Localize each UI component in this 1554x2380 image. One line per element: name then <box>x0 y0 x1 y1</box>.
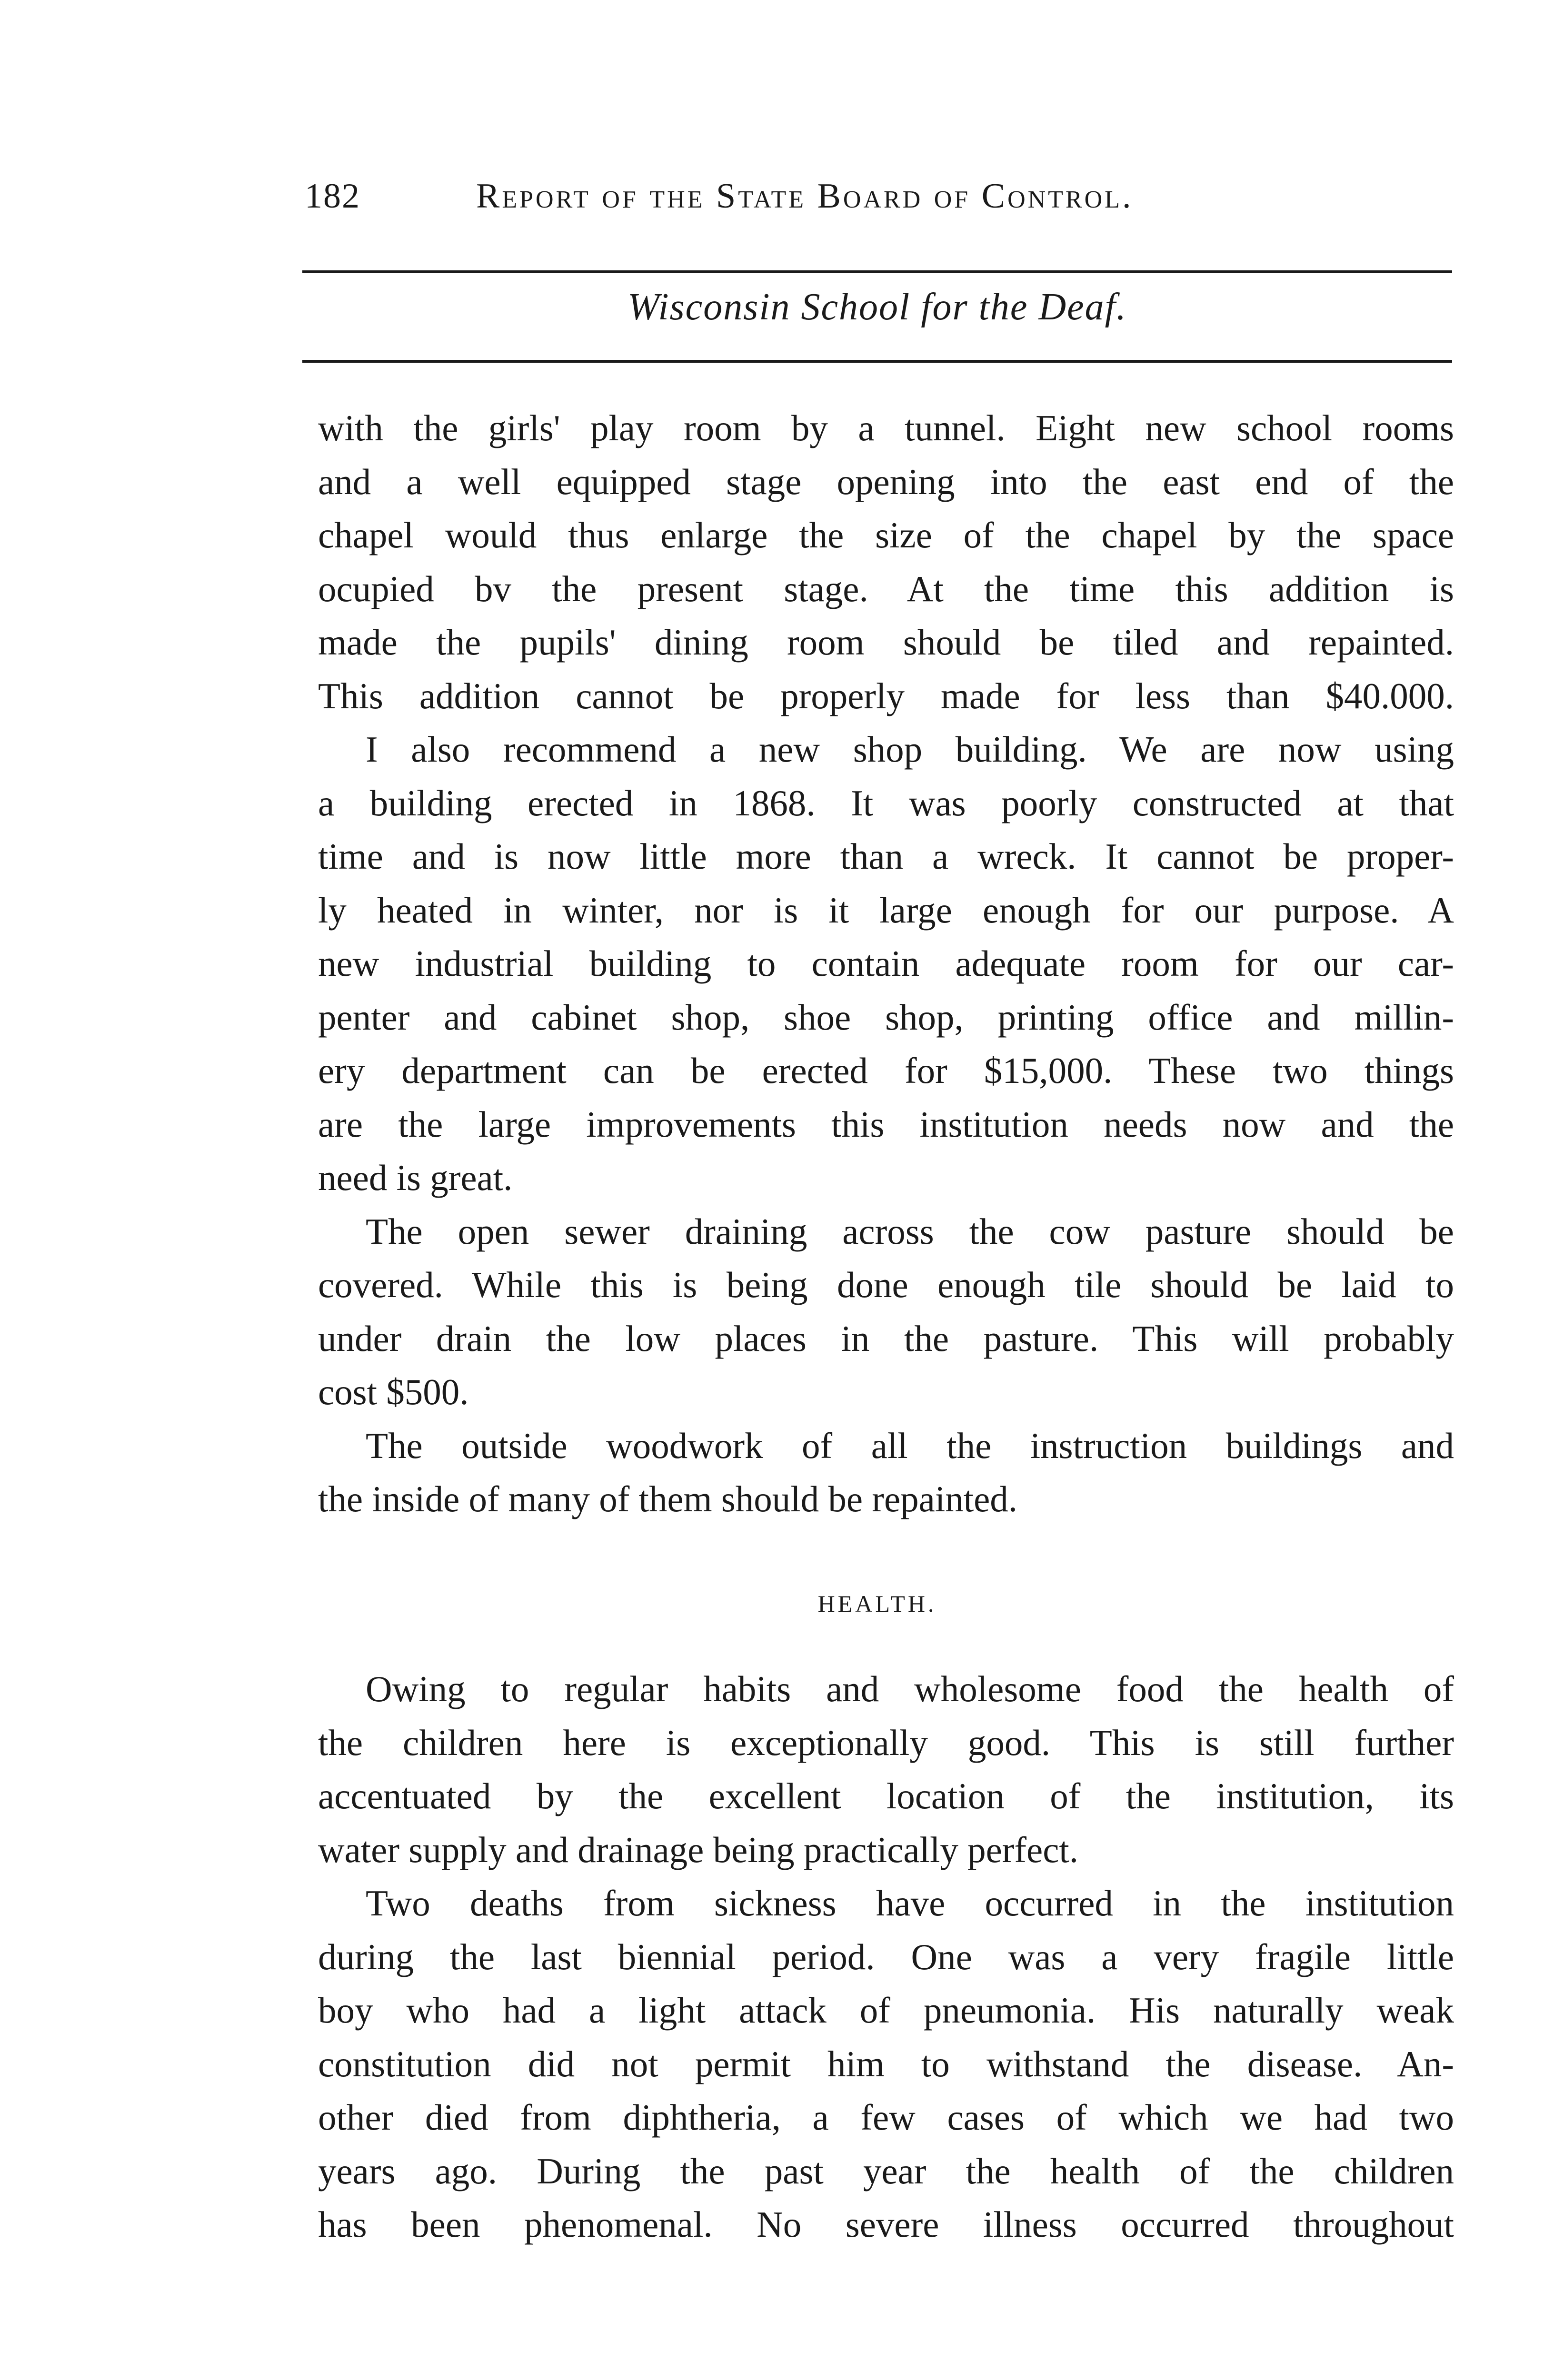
header-rule-top <box>302 270 1452 273</box>
text-line: constitution did not permit him to withstand the disease. An- <box>318 2043 1454 2084</box>
paragraph-health <box>318 1662 1454 1876</box>
text-line: are the large improvements this institution needs now and the <box>318 1103 1454 1145</box>
text-line: Two deaths from sickness have occurred in the institution <box>366 1883 1454 1924</box>
text-line: water supply and drainage being practically perfect. <box>318 1829 1079 1870</box>
paragraph-shop-building <box>318 723 1454 1205</box>
text-line: ocupied bv the present stage. At the time this addition is <box>318 568 1454 609</box>
text-line: has been phenomenal. No severe illness occurred throughout <box>318 2204 1454 2245</box>
text-line: the inside of many of them should be repainted. <box>318 1478 1018 1519</box>
text-line: other died from diphtheria, a few cases of which we had two <box>318 2097 1454 2138</box>
text-line: the children here is exceptionally good. This is still further <box>318 1722 1454 1763</box>
text-line: time and is now little more than a wreck. It cannot be proper- <box>318 836 1454 877</box>
text-line: a building erected in 1868. It was poorly constructed at that <box>318 782 1454 823</box>
text-line: with the girls' play room by a tunnel. Eight new school rooms <box>318 407 1454 448</box>
paragraph-woodwork <box>318 1419 1454 1526</box>
text-line: covered. While this is being done enough tile should be laid to <box>318 1264 1454 1305</box>
text-line: penter and cabinet shop, shoe shop, printing office and millin- <box>318 996 1454 1038</box>
health-heading: HEALTH. <box>817 1590 937 1617</box>
text-line: cost $500. <box>318 1371 469 1412</box>
text-line: years ago. During the past year the health of the children <box>318 2150 1454 2192</box>
text-line: The outside woodwork of all the instruction buildings and <box>366 1425 1454 1466</box>
text-line: ly heated in winter, nor is it large enough for our purpose. A <box>318 889 1454 931</box>
text-line: during the last biennial period. One was a very fragile little <box>318 1936 1454 1977</box>
text-line: under drain the low places in the pasture. This will probably <box>318 1318 1454 1359</box>
text-line: made the pupils' dining room should be tiled and repainted. <box>318 622 1454 663</box>
page-number: 182 <box>305 177 360 216</box>
text-line: accentuated by the excellent location of the institution, its <box>318 1775 1454 1816</box>
main-text-block <box>318 401 1454 1526</box>
health-text-block <box>318 1662 1454 2251</box>
text-line: and a well equipped stage opening into the east end of the <box>318 461 1454 502</box>
paragraph-addition <box>318 401 1454 723</box>
paragraph-sewer <box>318 1205 1454 1419</box>
text-line: I also recommend a new shop building. We are now using <box>366 729 1454 770</box>
text-line: boy who had a light attack of pneumonia. His naturally weak <box>318 1990 1454 2031</box>
section-title: Wisconsin School for the Deaf. <box>628 286 1127 328</box>
text-line: chapel would thus enlarge the size of the chapel by the space <box>318 515 1454 555</box>
text-line: The open sewer draining across the cow pasture should be <box>366 1210 1454 1252</box>
text-line: ery department can be erected for $15,000. These two things <box>318 1050 1454 1091</box>
text-line: This addition cannot be properly made for less than $40.000. <box>318 675 1454 716</box>
header-rule-bottom <box>302 360 1452 363</box>
running-head <box>305 176 1447 233</box>
text-line: Owing to regular habits and wholesome food the health of <box>366 1668 1454 1709</box>
report-title: Report of the State Board of Control. <box>476 177 1134 216</box>
text-line: new industrial building to contain adequate room for our car- <box>318 943 1454 984</box>
text-line: need is great. <box>318 1157 513 1198</box>
paragraph-deaths <box>318 1876 1454 2251</box>
